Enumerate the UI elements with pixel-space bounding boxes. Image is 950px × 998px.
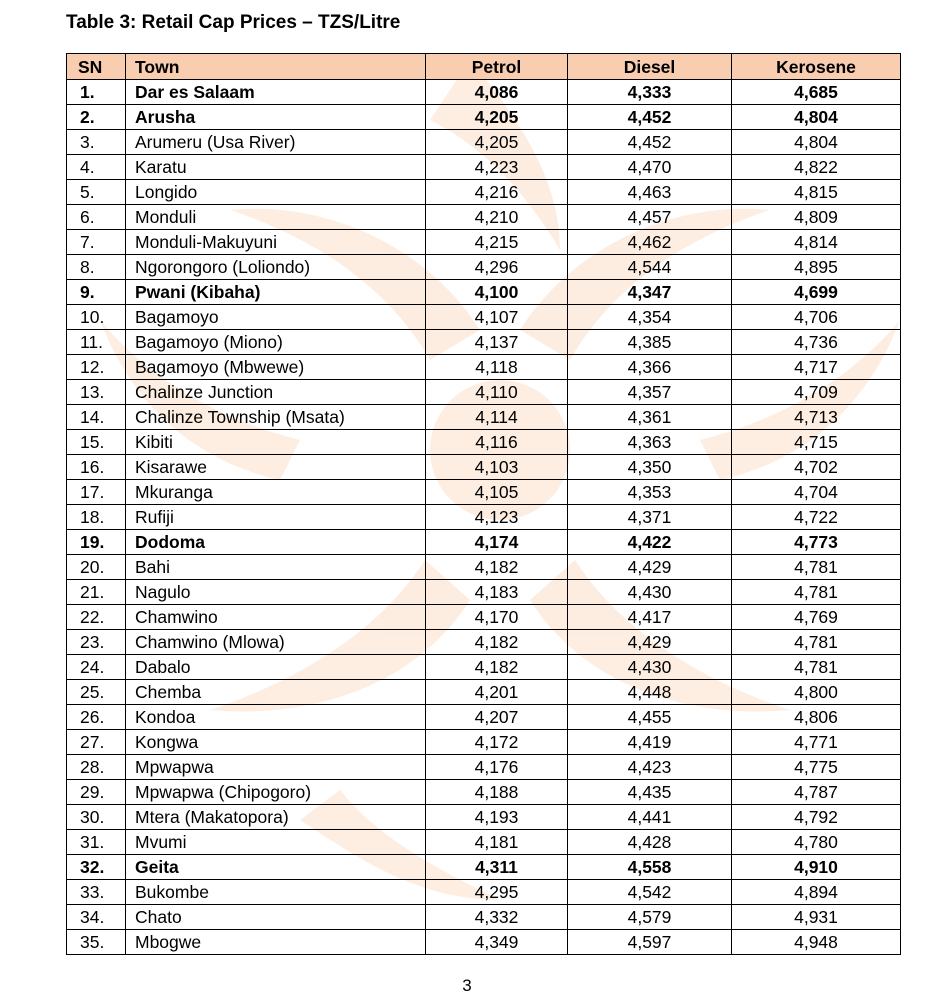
cell-petrol: 4,205 [426, 130, 568, 155]
cell-petrol: 4,193 [426, 805, 568, 830]
cell-sn: 29. [67, 780, 126, 805]
cell-kerosene: 4,773 [732, 530, 901, 555]
cell-petrol: 4,100 [426, 280, 568, 305]
cell-petrol: 4,114 [426, 405, 568, 430]
table-row [67, 155, 901, 180]
cell-town: Chemba [126, 680, 426, 705]
cell-petrol: 4,205 [426, 105, 568, 130]
table-row [67, 805, 901, 830]
header-diesel: Diesel [568, 54, 732, 80]
cell-sn: 5. [67, 180, 126, 205]
cell-kerosene: 4,775 [732, 755, 901, 780]
cell-kerosene: 4,815 [732, 180, 901, 205]
table-row [67, 480, 901, 505]
cell-kerosene: 4,804 [732, 130, 901, 155]
cell-sn: 16. [67, 455, 126, 480]
header-sn: SN [67, 54, 126, 80]
cell-diesel: 4,430 [568, 655, 732, 680]
cell-diesel: 4,441 [568, 805, 732, 830]
cell-sn: 1. [67, 80, 126, 105]
table-row [67, 330, 901, 355]
cell-kerosene: 4,722 [732, 505, 901, 530]
cell-petrol: 4,223 [426, 155, 568, 180]
cell-kerosene: 4,931 [732, 905, 901, 930]
cell-diesel: 4,347 [568, 280, 732, 305]
cell-town: Bukombe [126, 880, 426, 905]
cell-town: Chamwino (Mlowa) [126, 630, 426, 655]
cell-diesel: 4,435 [568, 780, 732, 805]
cell-sn: 34. [67, 905, 126, 930]
cell-kerosene: 4,713 [732, 405, 901, 430]
cell-town: Kondoa [126, 705, 426, 730]
table-row [67, 855, 901, 880]
cell-diesel: 4,579 [568, 905, 732, 930]
cell-diesel: 4,452 [568, 130, 732, 155]
cell-diesel: 4,558 [568, 855, 732, 880]
cell-sn: 17. [67, 480, 126, 505]
cell-kerosene: 4,717 [732, 355, 901, 380]
cell-sn: 11. [67, 330, 126, 355]
cell-kerosene: 4,806 [732, 705, 901, 730]
cell-town: Pwani (Kibaha) [126, 280, 426, 305]
table-row [67, 555, 901, 580]
table-row [67, 705, 901, 730]
cell-town: Bahi [126, 555, 426, 580]
cell-kerosene: 4,781 [732, 580, 901, 605]
cell-sn: 13. [67, 380, 126, 405]
cell-town: Monduli-Makuyuni [126, 230, 426, 255]
cell-sn: 31. [67, 830, 126, 855]
cell-sn: 23. [67, 630, 126, 655]
table-row [67, 430, 901, 455]
cell-sn: 30. [67, 805, 126, 830]
cell-sn: 10. [67, 305, 126, 330]
cell-town: Nagulo [126, 580, 426, 605]
cell-diesel: 4,423 [568, 755, 732, 780]
table-row [67, 930, 901, 955]
cell-kerosene: 4,792 [732, 805, 901, 830]
cell-sn: 32. [67, 855, 126, 880]
cell-petrol: 4,105 [426, 480, 568, 505]
cell-kerosene: 4,685 [732, 80, 901, 105]
cell-petrol: 4,332 [426, 905, 568, 930]
cell-town: Karatu [126, 155, 426, 180]
cell-town: Dar es Salaam [126, 80, 426, 105]
cell-sn: 18. [67, 505, 126, 530]
table-row [67, 605, 901, 630]
table-row [67, 205, 901, 230]
cell-petrol: 4,188 [426, 780, 568, 805]
cell-diesel: 4,597 [568, 930, 732, 955]
cell-sn: 8. [67, 255, 126, 280]
cell-town: Bagamoyo [126, 305, 426, 330]
cell-petrol: 4,137 [426, 330, 568, 355]
cell-kerosene: 4,809 [732, 205, 901, 230]
cell-town: Mkuranga [126, 480, 426, 505]
cell-town: Arumeru (Usa River) [126, 130, 426, 155]
cell-kerosene: 4,769 [732, 605, 901, 630]
cell-petrol: 4,311 [426, 855, 568, 880]
cell-petrol: 4,216 [426, 180, 568, 205]
cell-diesel: 4,452 [568, 105, 732, 130]
table-row [67, 455, 901, 480]
cell-petrol: 4,215 [426, 230, 568, 255]
table-title: Table 3: Retail Cap Prices – TZS/Litre [66, 12, 401, 33]
table-row [67, 780, 901, 805]
table-row [67, 380, 901, 405]
cell-kerosene: 4,822 [732, 155, 901, 180]
cell-town: Geita [126, 855, 426, 880]
cell-petrol: 4,201 [426, 680, 568, 705]
cell-sn: 12. [67, 355, 126, 380]
cell-sn: 2. [67, 105, 126, 130]
cell-town: Monduli [126, 205, 426, 230]
cell-town: Bagamoyo (Mbwewe) [126, 355, 426, 380]
cell-petrol: 4,182 [426, 655, 568, 680]
table-row [67, 230, 901, 255]
cell-kerosene: 4,699 [732, 280, 901, 305]
cell-town: Mpwapwa (Chipogoro) [126, 780, 426, 805]
cell-petrol: 4,110 [426, 380, 568, 405]
cell-diesel: 4,333 [568, 80, 732, 105]
cell-petrol: 4,170 [426, 605, 568, 630]
header-town: Town [126, 54, 426, 80]
cell-kerosene: 4,781 [732, 630, 901, 655]
cell-petrol: 4,207 [426, 705, 568, 730]
cell-sn: 25. [67, 680, 126, 705]
cell-diesel: 4,462 [568, 230, 732, 255]
cell-petrol: 4,118 [426, 355, 568, 380]
table-row [67, 505, 901, 530]
cell-town: Mbogwe [126, 930, 426, 955]
table-row [67, 80, 901, 105]
table-header-row [67, 54, 901, 80]
table-row [67, 355, 901, 380]
cell-town: Kibiti [126, 430, 426, 455]
cell-kerosene: 4,895 [732, 255, 901, 280]
cell-town: Kisarawe [126, 455, 426, 480]
table-row [67, 755, 901, 780]
table-row [67, 680, 901, 705]
cell-petrol: 4,181 [426, 830, 568, 855]
cell-town: Kongwa [126, 730, 426, 755]
cell-town: Mpwapwa [126, 755, 426, 780]
table-row [67, 105, 901, 130]
cell-diesel: 4,429 [568, 630, 732, 655]
header-petrol: Petrol [426, 54, 568, 80]
cell-diesel: 4,385 [568, 330, 732, 355]
table-row [67, 405, 901, 430]
cell-diesel: 4,419 [568, 730, 732, 755]
header-kerosene: Kerosene [732, 54, 901, 80]
cell-town: Chalinze Junction [126, 380, 426, 405]
cell-petrol: 4,086 [426, 80, 568, 105]
cell-diesel: 4,422 [568, 530, 732, 555]
cell-diesel: 4,429 [568, 555, 732, 580]
cell-town: Mtera (Makatopora) [126, 805, 426, 830]
cell-kerosene: 4,781 [732, 655, 901, 680]
cell-town: Bagamoyo (Miono) [126, 330, 426, 355]
cell-kerosene: 4,800 [732, 680, 901, 705]
table-row [67, 530, 901, 555]
table-row [67, 130, 901, 155]
cell-diesel: 4,544 [568, 255, 732, 280]
table-row [67, 880, 901, 905]
cell-petrol: 4,103 [426, 455, 568, 480]
cell-town: Chalinze Township (Msata) [126, 405, 426, 430]
cell-sn: 15. [67, 430, 126, 455]
cell-sn: 28. [67, 755, 126, 780]
table-row [67, 305, 901, 330]
cell-town: Chamwino [126, 605, 426, 630]
cell-diesel: 4,371 [568, 505, 732, 530]
cell-diesel: 4,428 [568, 830, 732, 855]
cell-town: Chato [126, 905, 426, 930]
table-row [67, 630, 901, 655]
cell-town: Dodoma [126, 530, 426, 555]
cell-petrol: 4,182 [426, 555, 568, 580]
cell-petrol: 4,296 [426, 255, 568, 280]
cell-petrol: 4,123 [426, 505, 568, 530]
cell-sn: 7. [67, 230, 126, 255]
cell-sn: 9. [67, 280, 126, 305]
cell-kerosene: 4,910 [732, 855, 901, 880]
cell-kerosene: 4,715 [732, 430, 901, 455]
table-row [67, 180, 901, 205]
cell-town: Rufiji [126, 505, 426, 530]
cell-petrol: 4,174 [426, 530, 568, 555]
cell-diesel: 4,350 [568, 455, 732, 480]
cell-sn: 22. [67, 605, 126, 630]
cell-diesel: 4,357 [568, 380, 732, 405]
cell-sn: 14. [67, 405, 126, 430]
cell-sn: 33. [67, 880, 126, 905]
cell-petrol: 4,295 [426, 880, 568, 905]
cell-diesel: 4,470 [568, 155, 732, 180]
cell-kerosene: 4,736 [732, 330, 901, 355]
cell-kerosene: 4,702 [732, 455, 901, 480]
cell-sn: 20. [67, 555, 126, 580]
cell-petrol: 4,107 [426, 305, 568, 330]
table-row [67, 255, 901, 280]
cell-petrol: 4,183 [426, 580, 568, 605]
table-row [67, 655, 901, 680]
cell-diesel: 4,455 [568, 705, 732, 730]
table-row [67, 905, 901, 930]
cell-diesel: 4,542 [568, 880, 732, 905]
cell-petrol: 4,349 [426, 930, 568, 955]
cell-kerosene: 4,704 [732, 480, 901, 505]
retail-cap-prices-table [66, 53, 901, 955]
cell-sn: 26. [67, 705, 126, 730]
cell-kerosene: 4,894 [732, 880, 901, 905]
cell-sn: 24. [67, 655, 126, 680]
cell-sn: 3. [67, 130, 126, 155]
table-row [67, 280, 901, 305]
cell-kerosene: 4,780 [732, 830, 901, 855]
table-row [67, 730, 901, 755]
cell-kerosene: 4,706 [732, 305, 901, 330]
cell-petrol: 4,182 [426, 630, 568, 655]
cell-diesel: 4,457 [568, 205, 732, 230]
cell-kerosene: 4,781 [732, 555, 901, 580]
cell-sn: 4. [67, 155, 126, 180]
cell-diesel: 4,463 [568, 180, 732, 205]
cell-sn: 27. [67, 730, 126, 755]
cell-sn: 19. [67, 530, 126, 555]
cell-petrol: 4,116 [426, 430, 568, 455]
cell-diesel: 4,353 [568, 480, 732, 505]
cell-diesel: 4,430 [568, 580, 732, 605]
cell-town: Arusha [126, 105, 426, 130]
page-number: 3 [462, 976, 472, 995]
cell-town: Mvumi [126, 830, 426, 855]
table-row [67, 580, 901, 605]
cell-diesel: 4,354 [568, 305, 732, 330]
cell-sn: 21. [67, 580, 126, 605]
cell-petrol: 4,172 [426, 730, 568, 755]
cell-town: Dabalo [126, 655, 426, 680]
cell-town: Ngorongoro (Loliondo) [126, 255, 426, 280]
cell-diesel: 4,448 [568, 680, 732, 705]
cell-diesel: 4,361 [568, 405, 732, 430]
cell-kerosene: 4,771 [732, 730, 901, 755]
cell-diesel: 4,366 [568, 355, 732, 380]
table-row [67, 830, 901, 855]
cell-kerosene: 4,804 [732, 105, 901, 130]
cell-diesel: 4,417 [568, 605, 732, 630]
cell-diesel: 4,363 [568, 430, 732, 455]
cell-kerosene: 4,814 [732, 230, 901, 255]
cell-sn: 6. [67, 205, 126, 230]
cell-kerosene: 4,709 [732, 380, 901, 405]
cell-sn: 35. [67, 930, 126, 955]
cell-kerosene: 4,787 [732, 780, 901, 805]
cell-kerosene: 4,948 [732, 930, 901, 955]
cell-town: Longido [126, 180, 426, 205]
cell-petrol: 4,210 [426, 205, 568, 230]
table-body [67, 80, 901, 955]
cell-petrol: 4,176 [426, 755, 568, 780]
